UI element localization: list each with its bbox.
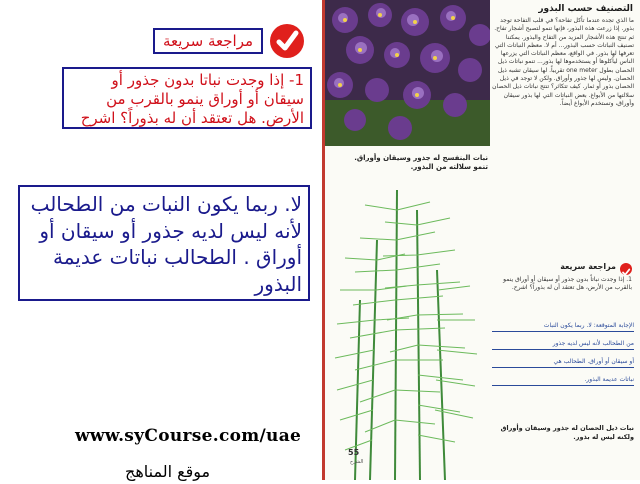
mini-answer-line: من الطحالب لأنه ليس لديه جذور: [492, 340, 634, 350]
mini-question: 1. إذا وجدت نباتاً بدون جذور أو سيقان أو أوراق ينمو بالقرب من الأرض، هل تعتقد أن له بذوراً؟ اشرح.: [503, 276, 632, 291]
page-number: 55: [348, 448, 360, 457]
section-title: التصنيف حسب البذور: [538, 4, 633, 14]
question-text: 1- إذا وجدت نباتا بدون جذور أو سيقان أو أوراق ينمو بالقرب من الأرض. هل تعتقد أن له بذوراً؟ اشرح: [80, 71, 304, 127]
site-caption: موقع المناهج: [125, 462, 211, 481]
mini-answer-lines: [492, 322, 634, 394]
mini-checkmark-icon: [620, 263, 632, 275]
quick-review-label: مراجعة سريعة: [153, 28, 263, 54]
checkmark-icon: [270, 24, 304, 58]
question-box: [62, 67, 312, 129]
answer-text: لا. ربما يكون النبات من الطحالب لأنه ليس لديه جذور أو سيقان أو أوراق . الطحالب نباتات عديمة البذور: [30, 192, 302, 296]
section-body: ما الذي تجده عندما تأكل تفاحة؟ في قلب التفاحة توجد بذور. إذا زرعت هذه البذور، فإنها تنمو لتصبح أشجار تفاح. ثم تنتج هذه الأشجار المزيد من التفاح والبذور. يمكننا تصنيف النباتات حسب البذور... أم لا. معظم النباتات التي تعرفها لها بذور. في الواقع، معظم النباتات التي يزرعها الناس ليأكلوها أو يستخدموها لها بذور... تنمو نباتات ذيل الحصان بطول one meter تقريباً. لها سيقان تشبه ذيل الحصان. وليس لها جذور وأوراق. ولكن لا توجد في ذيل الحصان بذور أو ثمار. كيف تتكاثر؟ تنتج نباتات ذيل الحصان سلالتها من الأبواغ. بعض النباتات التي لها بذور سيقان وأوراق، وتستخدم الأبواغ أيضاً.: [492, 17, 634, 107]
mini-answer-line: الإجابة المتوقعة: لا. ربما يكون النبات: [492, 322, 634, 332]
page-label: الشرح: [350, 459, 364, 465]
mini-review-title: مراجعة سريعة: [560, 262, 616, 271]
site-url[interactable]: www.syCourse.com/uae: [75, 426, 302, 446]
horsetail-caption: نبات ذيل الحصان له جذور وسيقان وأوراق ولكنه ليس له بذور.: [500, 424, 634, 441]
horsetail-plant-illustration: [325, 180, 485, 480]
photo-caption: نبات البنفسج له جذور وسيقان وأوراق. تنمو سلالته من البذور.: [354, 154, 488, 171]
answer-box: [18, 185, 310, 301]
violet-flowers-photo: [325, 0, 490, 146]
mini-answer-line: نباتات عديمة البذور.: [492, 376, 634, 386]
mini-answer-line: أو سيقان أو أوراق. الطحالب هي: [492, 358, 634, 368]
